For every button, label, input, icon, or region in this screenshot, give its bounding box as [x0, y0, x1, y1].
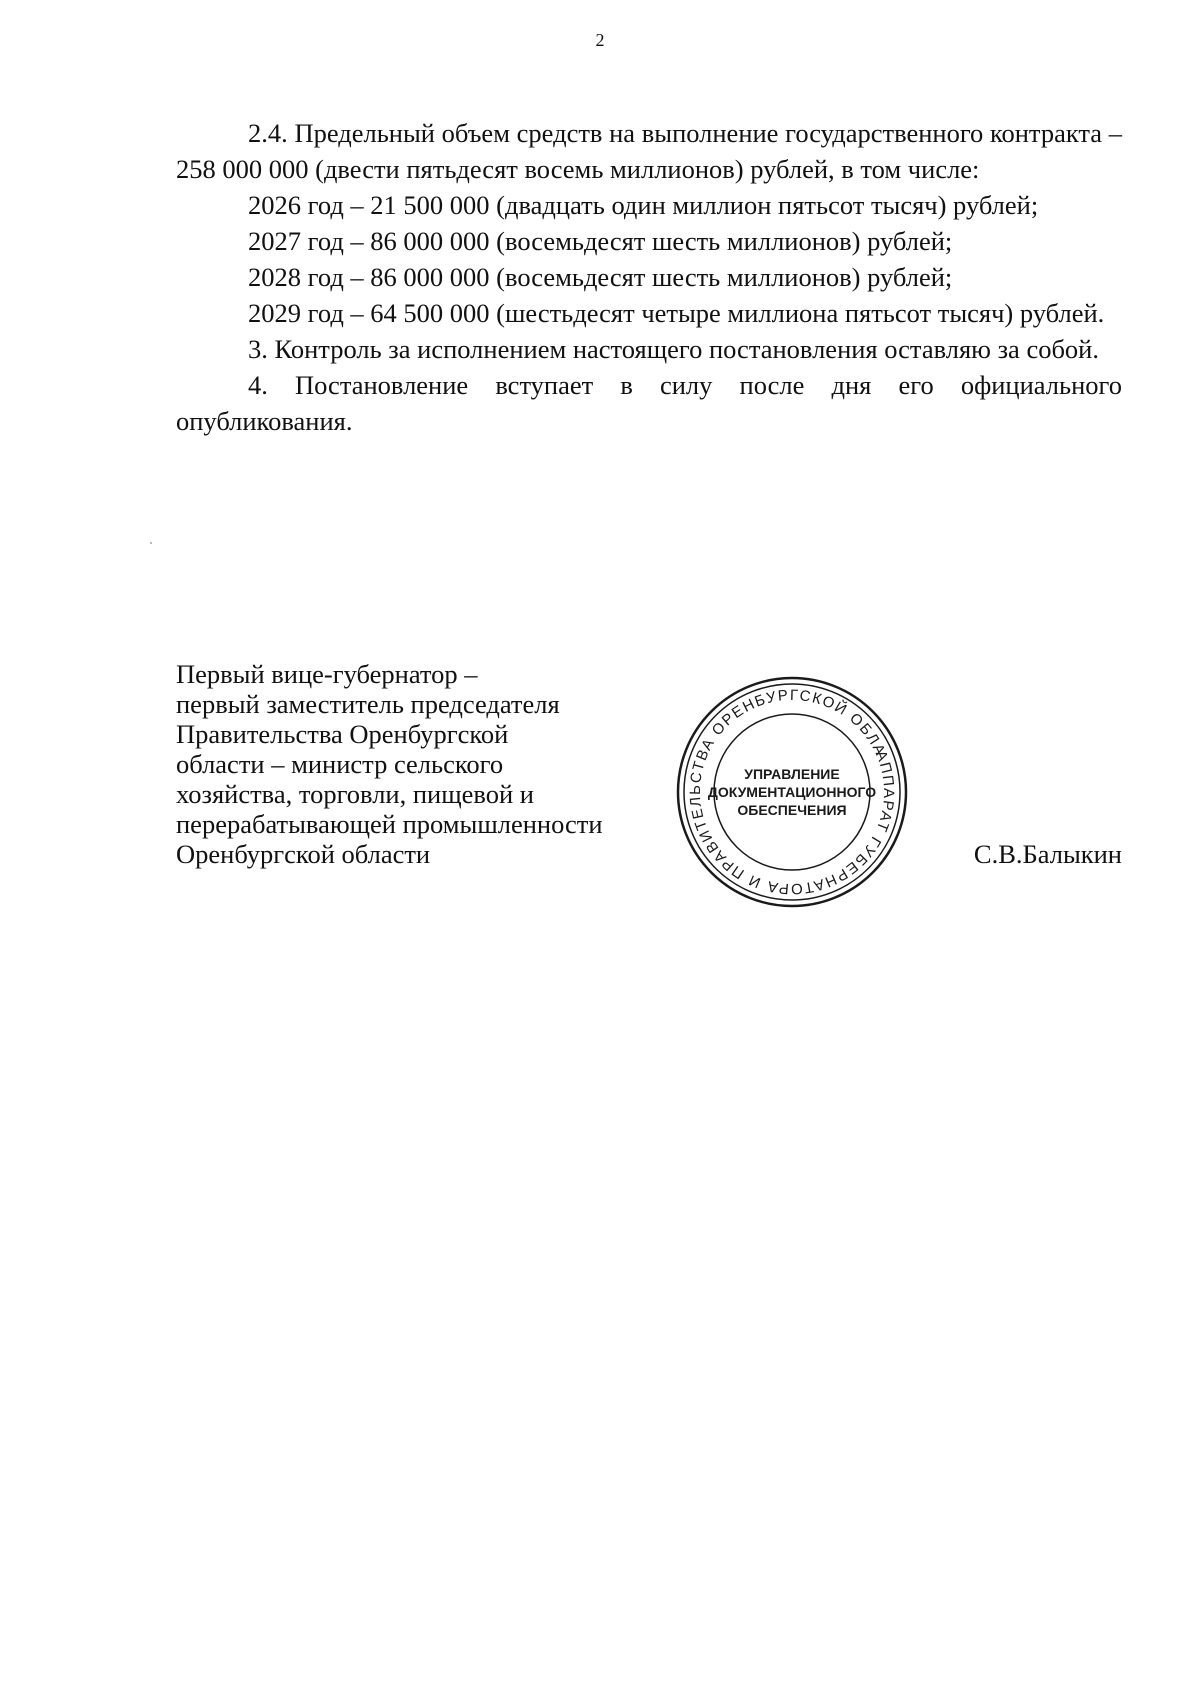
official-stamp	[672, 672, 912, 912]
paragraph-year-2027: 2027 год – 86 000 000 (восемьдесят шесть миллионов) рублей;	[248, 226, 953, 256]
stamp-ring-text: АППАРАТ ГУБЕРНАТОРА И ПРАВИТЕЛЬСТВА ОРЕНБУРГСКОЙ ОБЛАСТИ	[686, 686, 898, 898]
stamp-center-line: ДОКУМЕНТАЦИОННОГО	[707, 784, 877, 800]
position-line: первый заместитель председателя	[176, 689, 560, 719]
scan-artifact	[150, 542, 152, 544]
position-line: Оренбургской области	[176, 839, 431, 869]
position-line: хозяйства, торговли, пищевой и	[176, 779, 534, 809]
document-body	[176, 115, 1122, 439]
position-line: области – министр сельского	[176, 749, 504, 779]
paragraph-year-2026: 2026 год – 21 500 000 (двадцать один миллион пятьсот тысяч) рублей;	[248, 190, 1039, 220]
page-number: 2	[595, 30, 605, 50]
paragraph-4-effect: 4. Постановление вступает в силу после дня его официального опубликования.	[176, 370, 1122, 436]
position-line: Первый вице-губернатор –	[176, 659, 478, 689]
stamp-center-line: ОБЕСПЕЧЕНИЯ	[737, 802, 847, 818]
stamp-center	[672, 672, 912, 912]
signatory-position	[176, 659, 676, 869]
paragraph-3-control: 3. Контроль за исполнением настоящего постановления оставляю за собой.	[248, 334, 1099, 364]
paragraph-2-4: 2.4. Предельный объем средств на выполнение государственного контракта – 258 000 000 (двести пятьдесят восемь миллионов) рублей, в том числе:	[176, 118, 1122, 184]
signer-name: С.В.Балыкин	[973, 839, 1122, 869]
paragraph-year-2029: 2029 год – 64 500 000 (шестьдесят четыре миллиона пятьсот тысяч) рублей.	[248, 298, 1105, 328]
paragraph-year-2028: 2028 год – 86 000 000 (восемьдесят шесть миллионов) рублей;	[248, 262, 953, 292]
position-line: перерабатывающей промышленности	[176, 809, 603, 839]
stamp-center-line: УПРАВЛЕНИЕ	[744, 766, 840, 782]
position-line: Правительства Оренбургской	[176, 719, 509, 749]
